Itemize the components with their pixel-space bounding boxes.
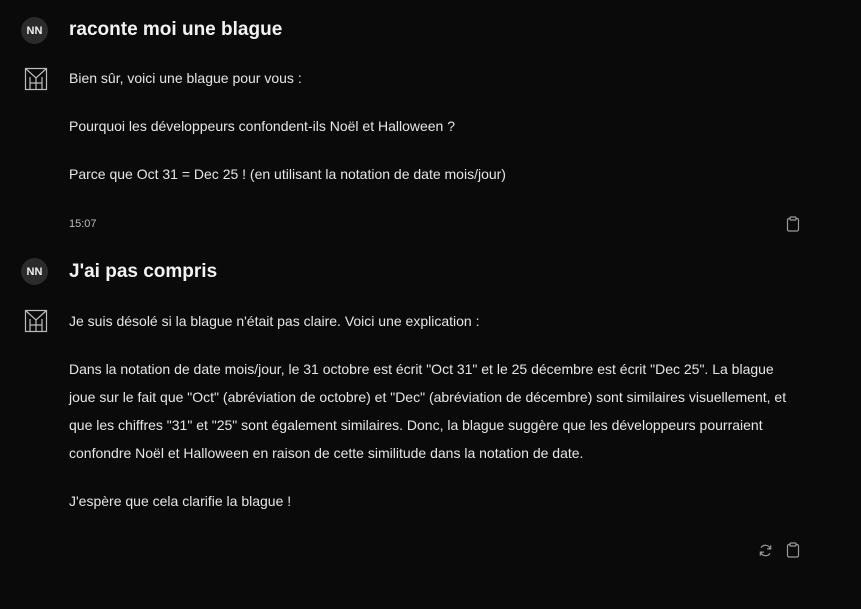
user-avatar <box>21 258 48 285</box>
assistant-message-body <box>69 307 804 515</box>
copy-button[interactable] <box>785 216 801 232</box>
message-timestamp: 15:07 <box>69 218 97 230</box>
regenerate-icon <box>758 543 773 558</box>
assistant-message-body <box>69 64 804 188</box>
assistant-paragraph: Dans la notation de date mois/jour, le 31 octobre est écrit "Oct 31" et le 25 décembre est écrit "Dec 25". La blague joue sur le fait que "Oct" (abréviation de octobre) et "Dec" (abréviation de décembre) sont similaires visuellement, et que les chiffres "31" et "25" sont également similaires. Donc, la blague suggère que les développeurs pourraient confondre Noël et Halloween en raison de cette similitude dans la notation de date. <box>69 361 787 461</box>
assistant-paragraph: Je suis désolé si la blague n'était pas claire. Voici une explication : <box>69 313 480 329</box>
avatar-initials: NN <box>26 24 43 37</box>
clipboard-icon <box>786 542 800 558</box>
bot-logo-icon <box>24 309 48 333</box>
avatar-initials: NN <box>26 265 43 278</box>
clipboard-icon <box>786 216 800 232</box>
assistant-paragraph: J'espère que cela clarifie la blague ! <box>69 493 292 509</box>
assistant-paragraph: Pourquoi les développeurs confondent-ils Noël et Halloween ? <box>69 118 456 134</box>
user-message-text: J'ai pas compris <box>69 261 218 282</box>
assistant-paragraph: Parce que Oct 31 = Dec 25 ! (en utilisant la notation de date mois/jour) <box>69 166 506 182</box>
assistant-paragraph: Bien sûr, voici une blague pour vous : <box>69 70 302 86</box>
user-avatar <box>21 17 48 44</box>
copy-button[interactable] <box>785 542 801 558</box>
regenerate-button[interactable] <box>757 542 773 558</box>
bot-logo-icon <box>24 67 48 91</box>
user-message-text: raconte moi une blague <box>69 19 283 40</box>
